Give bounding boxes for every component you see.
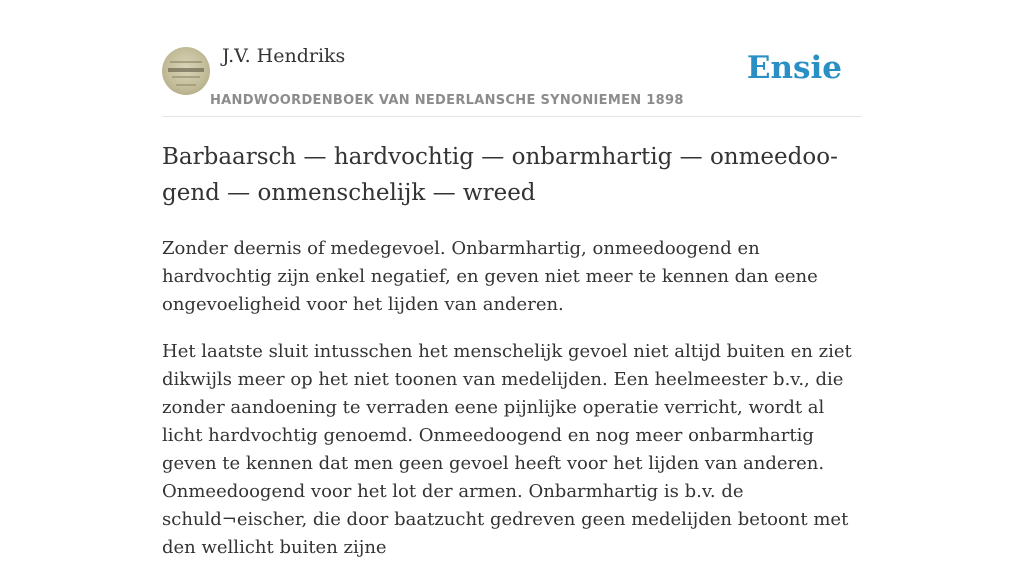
author-name[interactable]: J.V. Hendriks (222, 45, 346, 67)
book-cover-icon[interactable] (162, 47, 210, 95)
source-title[interactable]: HANDWOORDENBOEK VAN NEDERLANSCHE SYNONIEMEN 1898 (210, 93, 684, 108)
article-paragraph: Zonder deernis of medegevoel. Onbarmhartig, onmeedoogend en hardvochtig zijn enkel negatief, en geven niet meer te kennen dan eene ongevoeligheid voor het lijden van anderen. (162, 238, 818, 315)
article-paragraph: Het laatste sluit intusschen het menschelijk gevoel niet altijd buiten en ziet dikwijls meer op het niet toonen van medelijden. Een heelmeester b.v., die zonder aandoening te verraden eene pijnlijke operatie verricht, wordt al licht hardvochtig genoemd. Onmeedoogend en nog meer onbarmhartig geven te kennen dat men geen gevoel heeft voor het lijden van anderen. Onmeedoogend voor het lot der armen. Onbarmhartig is b.v. de schuld¬eischer, die door baatzucht gedreven geen medelijden betoont met den wellicht buiten zijne (162, 341, 852, 558)
ensie-logo[interactable]: Ensie (746, 50, 842, 86)
article-header (162, 0, 862, 117)
article-container (162, 0, 862, 562)
page-title: Barbaarsch — hardvochtig — onbarmhartig — onmeedoo- gend — onmenschelijk — wreed (162, 144, 838, 206)
